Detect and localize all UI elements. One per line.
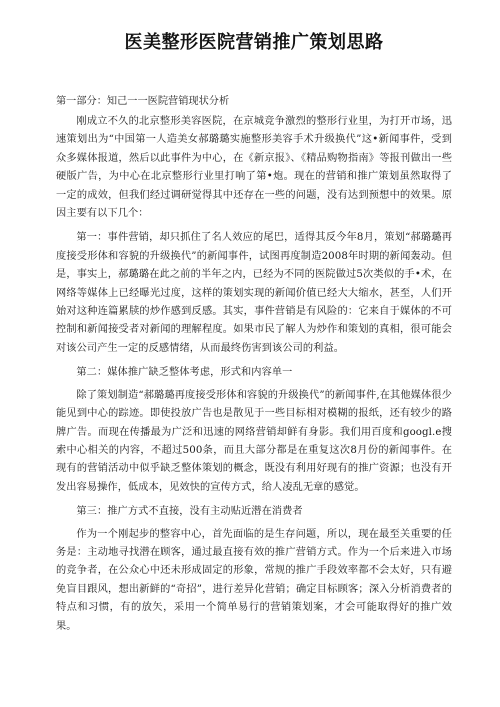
point1-paragraph: 第一：事件营销，却只抓住了名人效应的尾巴，适得其反今年8月，策划“郝璐璐再度接受形体和容貌的升级换代”的新闻事件，试图再度制造2008年时期的新闻轰动。但是，事实上，郝璐璐在此之前的半年之内，已经为不同的医院做过5次类似的手•术，在网络等媒体上已经曝光过度，这样的策划实现的新闻价值已经大大缩水，甚至，人们开始对这种连篇累牍的炒作感到反感。其实，事件营销是有风险的：它来自于媒体的不可控制和新闻接受者对新闻的理解程度。如果市民了解人为炒作和策划的真相，很可能会对该公司产生一定的反感情绪，从而最终伤害到该公司的利益。: [56, 232, 452, 354]
point2-heading: 第二：媒体推广缺乏整体考虑，形式和内容单一: [76, 367, 293, 379]
point3-paragraph: 作为一个刚起步的整容中心，首先面临的是生存问题，所以，现在最至关重要的任务是：主动地寻找潜在顾客，通过最直接有效的推广营销方式。作为一个后来进入市场的竞争者，在公众心中还未形成固定的形象，常规的推广手段效率都不会太好，只有避免盲目跟风，想出新鲜的“奇招”，进行差异化营销；确定目标顾客；深入分析消费者的特点和习惯，有的放矢，采用一个简单易行的营销策划案，才会可能取得好的推广效果。: [56, 528, 452, 632]
point2-paragraph: 除了策划制造“郝璐璐再度接受形体和容貌的升级换代”的新闻事件,在其他媒体很少能见到中心的踪迹。即使投放广告也是散见于一些目标相对模糊的报纸，还有较少的路牌广告。而现在传播最为广泛和迅速的网络营销却鲜有身影。我们用百度和googl.e搜索中心相关的内容，不超过500条，而且大部分都是在重复这次8月份的新闻事件。在现有的营销活动中似乎缺乏整体策划的概念，既没有利用好现有的推广资源；也没有开发出容易操作，低成本，见效快的宣传方式，给人凌乱无章的感觉。: [56, 389, 452, 493]
intro-paragraph: 刚成立不久的北京整形美容医院，在京城竞争激烈的整形行业里，为打开市场，迅速策划出为“中国第一人造美女郝璐璐实施整形美容手术升级换代”这•新闻事件，受到众多媒体报道，然后以此事件为中心，在《新京报》、《精品购物指南》等报刊做出一些硬版广告，为中心在北京整形行业里打响了第•炮。现在的营销和推广策划虽然取得了一定的成效，但我们经过调研觉得其中还存在一些的问题，没有达到预想中的效果。原因主要有以下几个：: [56, 116, 452, 220]
document-title: 医美整形医院营销推广策划思路: [124, 32, 384, 53]
point3-heading: 第三：推广方式不直接，没有主动贴近潜在消费者: [76, 506, 303, 518]
part1-heading: 第一部分：知己一一医院营销现状分析: [56, 96, 230, 107]
